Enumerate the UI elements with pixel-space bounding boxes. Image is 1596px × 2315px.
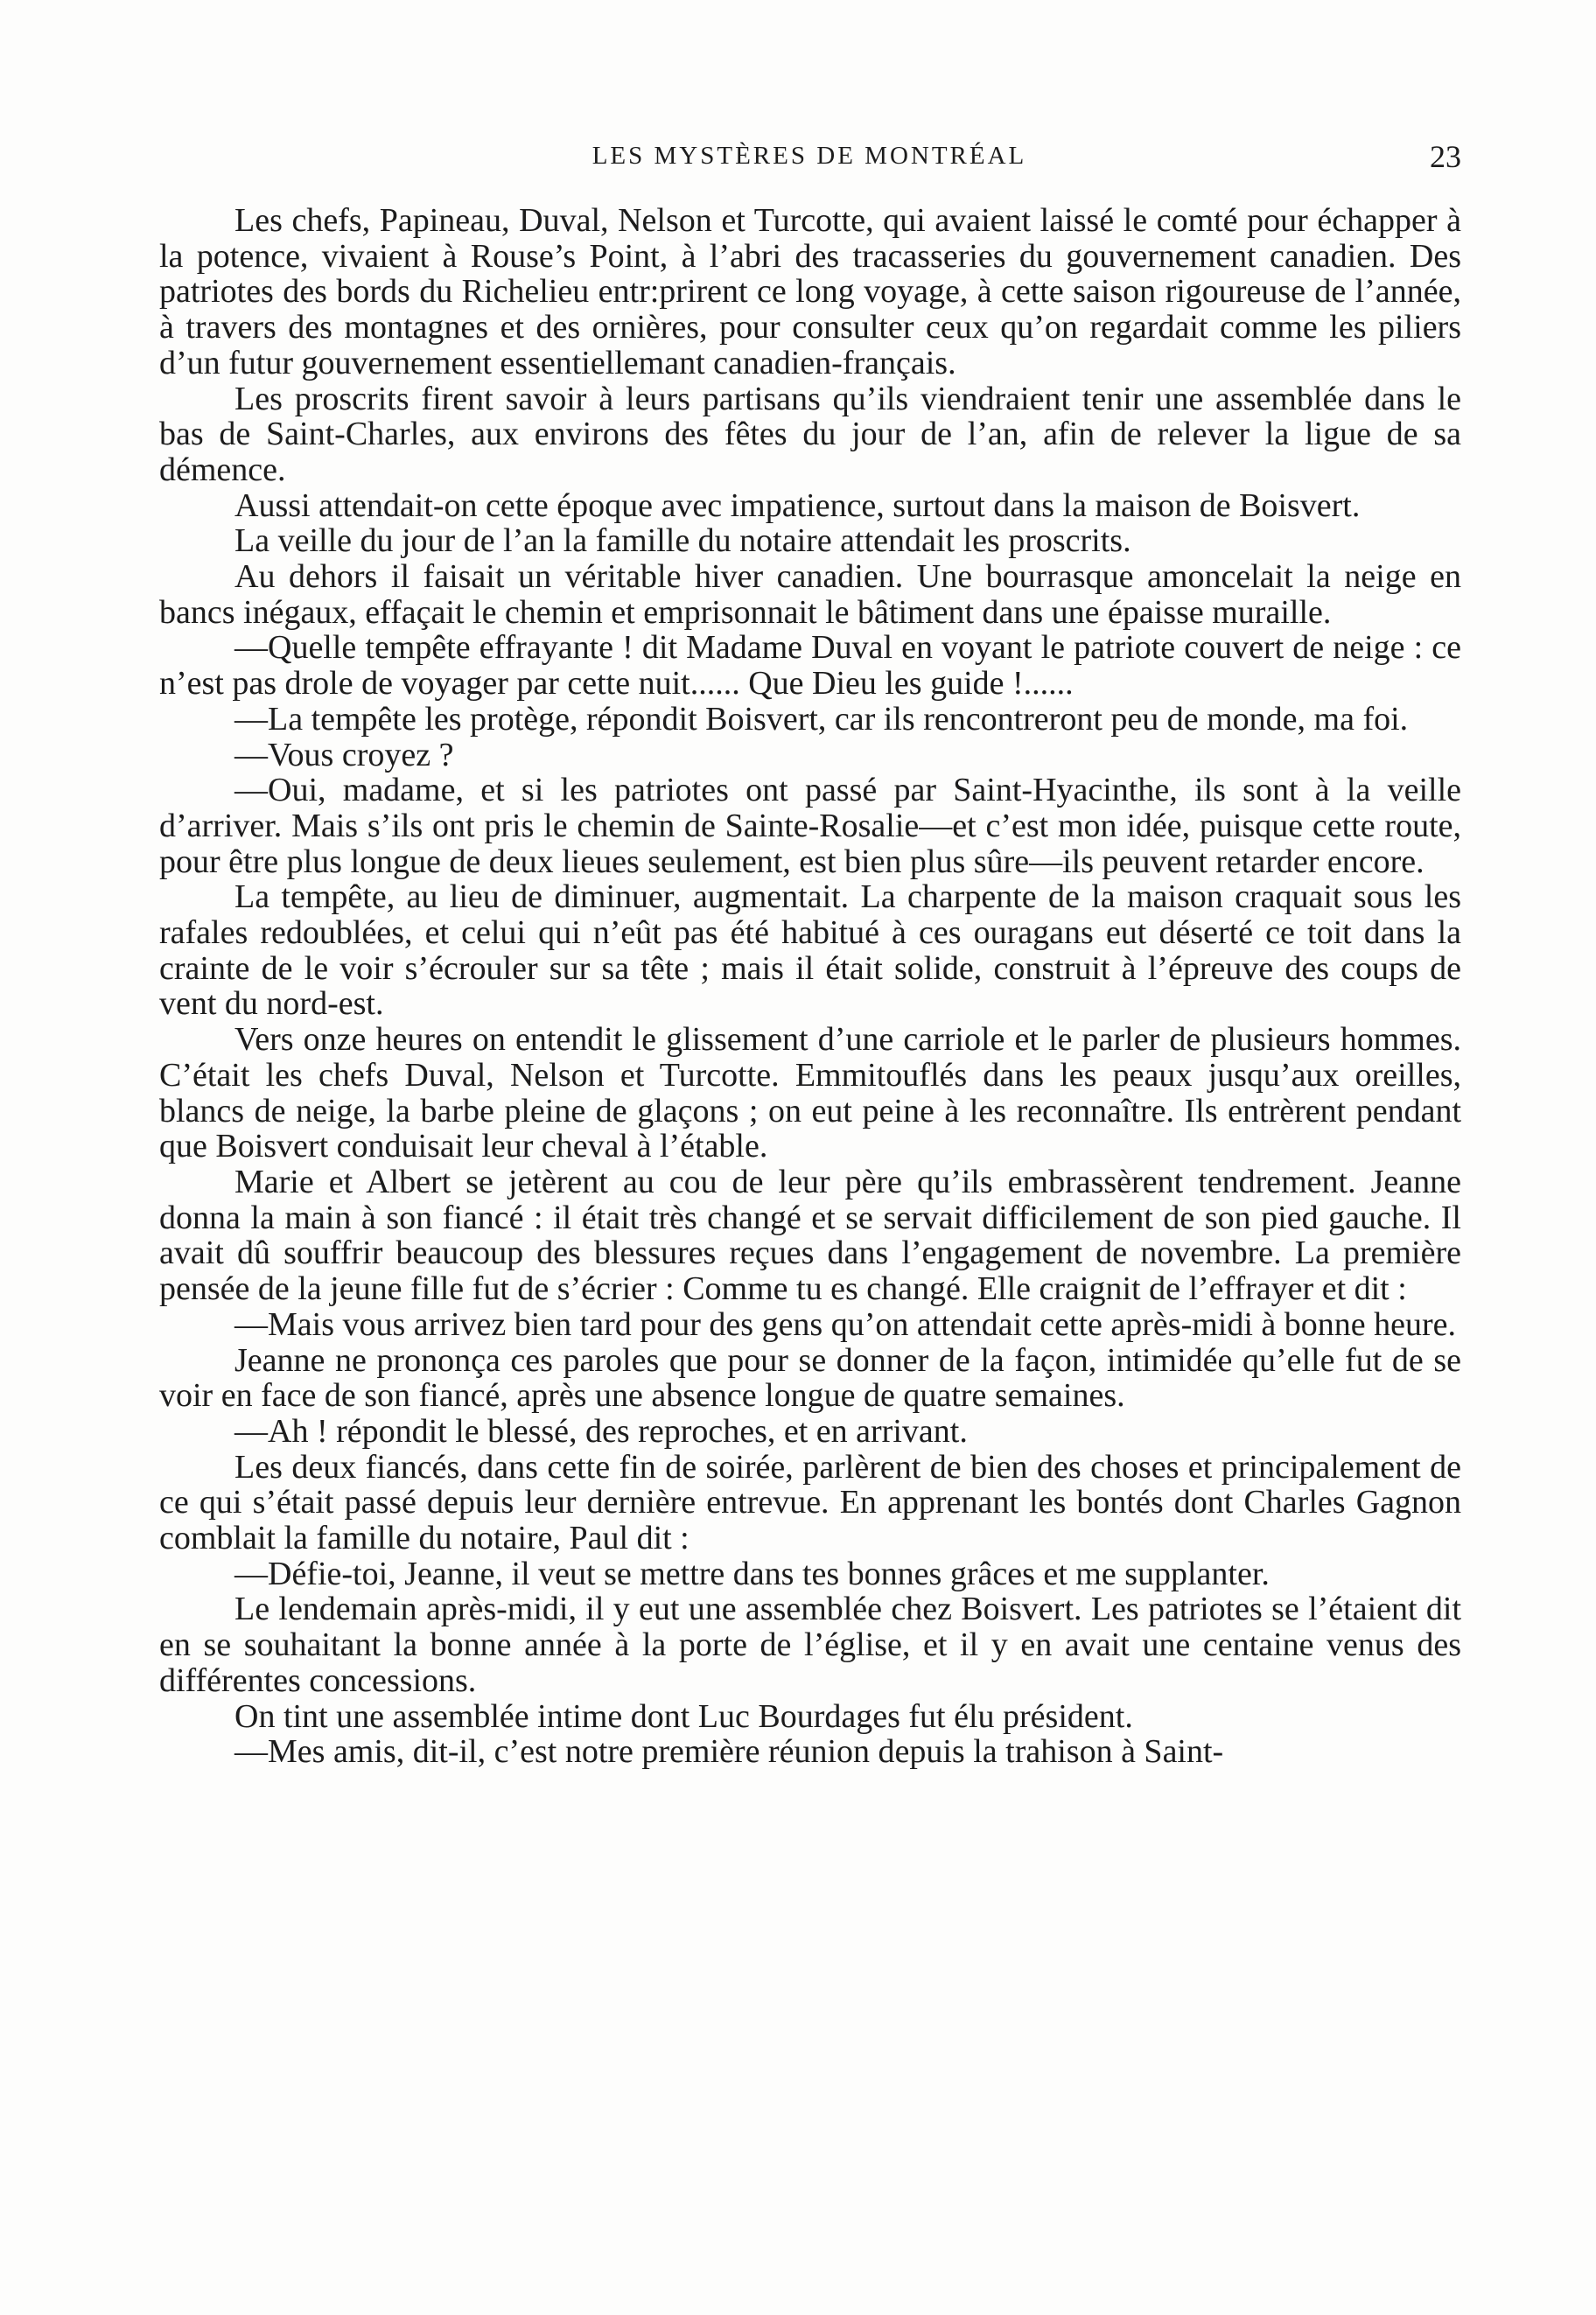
paragraph: Marie et Albert se jetèrent au cou de leur père qu’ils embrassèrent tendrement. Jeanne donna la main à son fiancé : il était très changé et se servait difficilement de son pied gauche. Il avait dû souffrir beaucoup des blessures reçues dans l’engagement de novembre. La première pensée de la jeune fille fut de s’écrier : Comme tu es changé. Elle craignit de l’effrayer et dit : xyxy=(159,1163,1461,1308)
dialogue-paragraph: —Mes amis, dit-il, c’est notre première réunion depuis la trahison à Saint- xyxy=(234,1733,1224,1771)
paragraph: On tint une assemblée intime dont Luc Bourdages fut élu président. xyxy=(234,1697,1133,1735)
body-text xyxy=(159,203,1461,1770)
running-title: LES MYSTÈRES DE MONTRÉAL xyxy=(592,142,1027,170)
dialogue-paragraph: —Défie-toi, Jeanne, il veut se mettre dans tes bonnes grâces et me supplanter. xyxy=(234,1555,1270,1592)
dialogue-paragraph: —La tempête les protège, répondit Boisvert, car ils rencontreront peu de monde, ma foi. xyxy=(234,700,1409,738)
paragraph: Les deux fiancés, dans cette fin de soirée, parlèrent de bien des choses et principalement de ce qui s’était passé depuis leur dernière entrevue. En apprenant les bontés dont Charles Gagnon comblait la famille du notaire, Paul dit : xyxy=(159,1448,1461,1557)
page-number: 23 xyxy=(1430,139,1461,174)
dialogue-paragraph: —Mais vous arrivez bien tard pour des gens qu’on attendait cette après-midi à bonne heure. xyxy=(234,1305,1457,1343)
dialogue-paragraph: —Ah ! répondit le blessé, des reproches, et en arrivant. xyxy=(234,1412,968,1450)
dialogue-paragraph: —Oui, madame, et si les patriotes ont passé par Saint-Hyacinthe, ils sont à la veille d’arriver. Mais s’ils ont pris le chemin de Sainte-Rosalie—et c’est mon idée, puisque cette route, pour être plus longue de deux lieues seulement, est bien plus sûre—ils peuvent retarder encore. xyxy=(159,772,1461,880)
paragraph: Jeanne ne prononça ces paroles que pour se donner de la façon, intimidée qu’elle fut de se voir en face de son fiancé, après une absence longue de quatre semaines. xyxy=(159,1341,1461,1415)
dialogue-paragraph: —Vous croyez ? xyxy=(234,736,454,773)
paragraph: Aussi attendait-on cette époque avec impatience, surtout dans la maison de Boisvert. xyxy=(234,486,1361,524)
paragraph: La veille du jour de l’an la famille du notaire attendait les proscrits. xyxy=(234,522,1131,560)
paragraph: La tempête, au lieu de diminuer, augmentait. La charpente de la maison craquait sous les rafales redoublées, et celui qui n’eût pas été habitué à ces ouragans eut déserté ce toit dans la crainte de le voir s’écrouler sur sa tête ; mais il était solide, construit à l’épreuve des coups de vent du nord-est. xyxy=(159,878,1461,1023)
paragraph: Vers onze heures on entendit le glissement d’une carriole et le parler de plusieurs hommes. C’était les chefs Duval, Nelson et Turcotte. Emmitouflés dans les peaux jusqu’aux oreilles, blancs de neige, la barbe pleine de glaçons ; on eut peine à les reconnaître. Ils entrèrent pendant que Boisvert conduisait leur cheval à l’étable. xyxy=(159,1021,1461,1165)
paragraph: Les chefs, Papineau, Duval, Nelson et Turcotte, qui avaient laissé le comté pour échapper à la potence, vivaient à Rouse’s Point, à l’abri des tracasseries du gouvernement canadien. Des patriotes des bords du Richelieu entr:prirent ce long voyage, à cette saison rigoureuse de l’année, à travers des montagnes et des ornières, pour consulter ceux qu’on regardait comme les piliers d’un futur gouvernement essentiellemant canadien-français. xyxy=(159,202,1461,381)
dialogue-paragraph: —Quelle tempête effrayante ! dit Madame Duval en voyant le patriote couvert de neige : ce n’est pas drole de voyager par cette nuit...... Que Dieu les guide !...... xyxy=(159,629,1461,703)
running-head xyxy=(158,138,1461,177)
paragraph: Au dehors il faisait un véritable hiver canadien. Une bourrasque amoncelait la neige en bancs inégaux, effaçait le chemin et emprisonnait le bâtiment dans une épaisse muraille. xyxy=(159,558,1461,631)
paragraph: Les proscrits firent savoir à leurs partisans qu’ils viendraient tenir une assemblée dans le bas de Saint-Charles, aux environs des fêtes du jour de l’an, afin de relever la ligue de sa démence. xyxy=(159,380,1461,488)
paragraph: Le lendemain après-midi, il y eut une assemblée chez Boisvert. Les patriotes se l’étaient dit en se souhaitant la bonne année à la porte de l’église, et il y en avait une centaine venus des différentes concessions. xyxy=(159,1591,1461,1699)
